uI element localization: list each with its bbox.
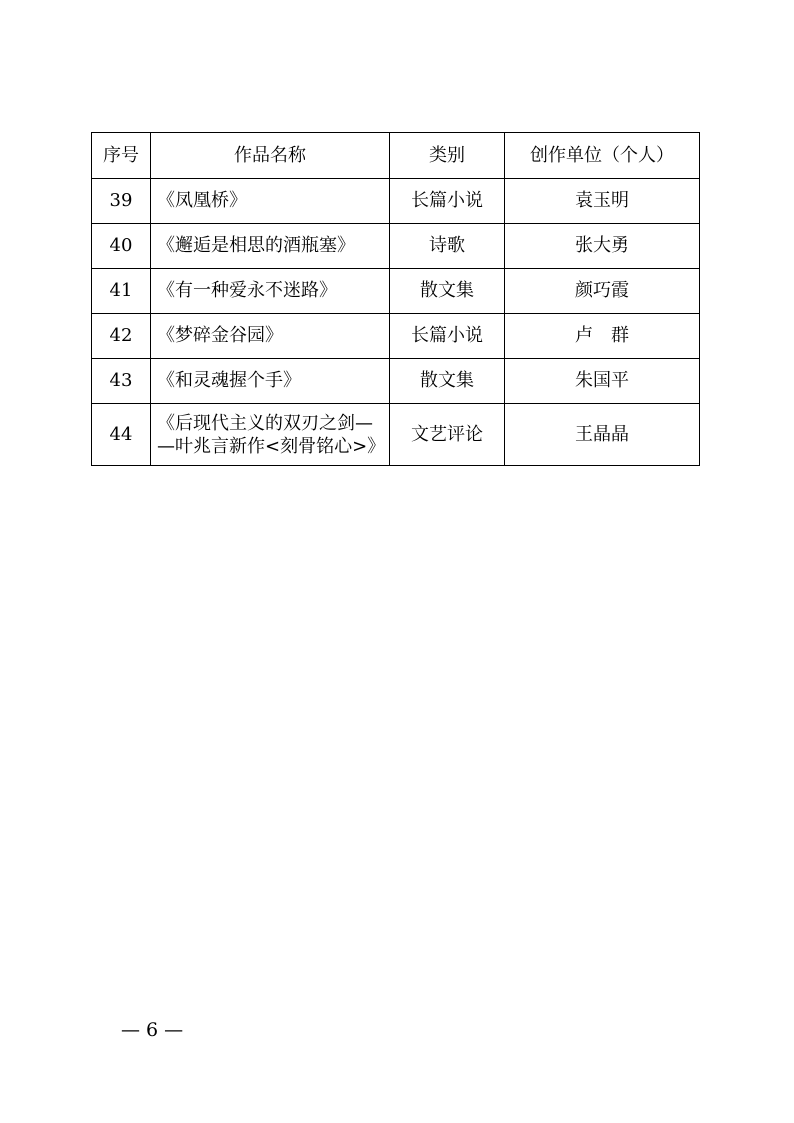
row-author: 卢 群 <box>505 314 700 359</box>
row-no: 44 <box>92 404 151 466</box>
row-title-line: 《后现代主义的双刃之剑— <box>157 412 373 434</box>
table-row <box>92 224 700 269</box>
row-category: 长篇小说 <box>390 314 505 359</box>
row-author: 王晶晶 <box>505 404 700 466</box>
row-author: 朱国平 <box>505 359 700 404</box>
row-author: 袁玉明 <box>505 179 700 224</box>
table-row <box>92 314 700 359</box>
row-author: 颜巧霞 <box>505 269 700 314</box>
header-author: 创作单位（个人） <box>505 133 700 179</box>
header-title: 作品名称 <box>151 133 390 179</box>
row-no: 43 <box>92 359 151 404</box>
row-category: 诗歌 <box>390 224 505 269</box>
row-category: 散文集 <box>390 269 505 314</box>
works-table <box>91 132 700 466</box>
row-category: 长篇小说 <box>390 179 505 224</box>
row-title: 《和灵魂握个手》 <box>151 359 390 404</box>
table-row <box>92 404 700 466</box>
row-category: 散文集 <box>390 359 505 404</box>
row-category: 文艺评论 <box>390 404 505 466</box>
table-header-row <box>92 133 700 179</box>
row-title: 《邂逅是相思的酒瓶塞》 <box>151 224 390 269</box>
row-title: 《凤凰桥》 <box>151 179 390 224</box>
row-title: 《梦碎金谷园》 <box>151 314 390 359</box>
table-row <box>92 269 700 314</box>
page-number: — 6 — <box>121 1019 184 1041</box>
row-no: 41 <box>92 269 151 314</box>
table-row <box>92 179 700 224</box>
row-title-line: —叶兆言新作<刻骨铭心>》 <box>157 435 386 457</box>
header-category: 类别 <box>390 133 505 179</box>
row-no: 42 <box>92 314 151 359</box>
row-no: 39 <box>92 179 151 224</box>
header-no: 序号 <box>92 133 151 179</box>
row-title <box>151 404 390 466</box>
row-no: 40 <box>92 224 151 269</box>
table-row <box>92 359 700 404</box>
row-author: 张大勇 <box>505 224 700 269</box>
row-title: 《有一种爱永不迷路》 <box>151 269 390 314</box>
